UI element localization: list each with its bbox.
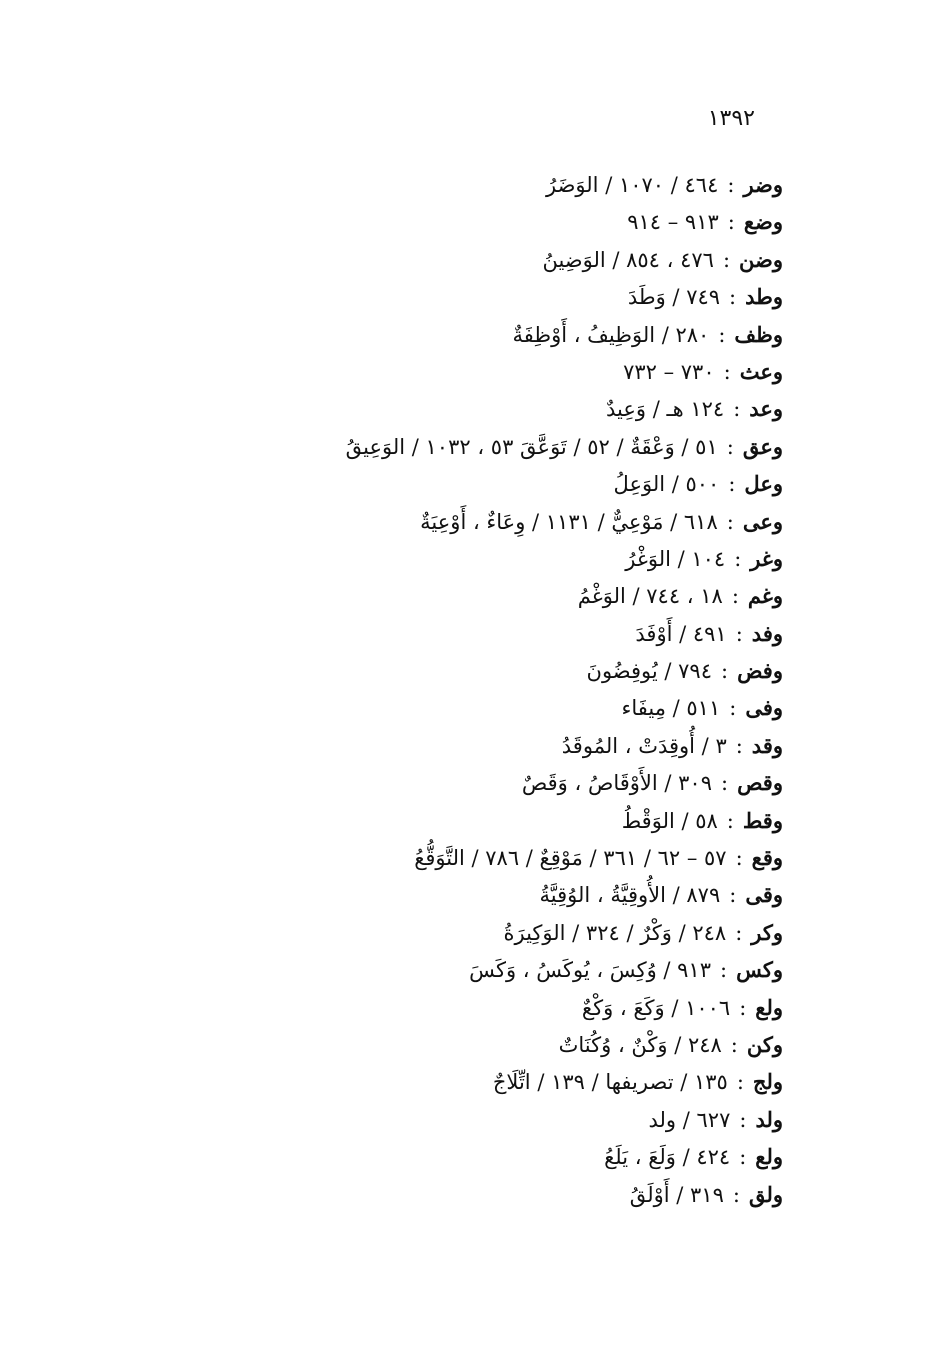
entry-root: وغم: [747, 583, 783, 609]
index-entry: [83, 1026, 783, 1063]
entry-separator: :: [727, 210, 735, 235]
entry-references: ١٣٥ / تصريفها / ١٣٩ / اتِّلَاجٌ: [492, 1070, 728, 1095]
index-entry: [83, 1138, 783, 1175]
entry-references: ٢٤٨ / وَكْنٌ ، وُكُنَاتٌ: [558, 1032, 722, 1057]
index-entry: [83, 1063, 783, 1100]
index-entry: [83, 764, 783, 801]
index-entry: [83, 316, 783, 353]
entry-references: ٤٦٤ / ١٠٧٠ / الوَضَرُ: [546, 173, 719, 197]
entry-references: ٩١٣ – ٩١٤: [627, 210, 719, 235]
entry-separator: :: [728, 472, 736, 497]
index-entry: [83, 802, 783, 839]
entry-separator: :: [720, 958, 728, 983]
entry-references: ٥١ / وَعْقَةٌ / ٥٢ / تَوَعَّقَ ٥٣ ، ١٠٣٢ / الوَعِيقُ: [345, 434, 718, 459]
entry-references: ٩١٣ / وُكِسَ ، يُوكَسُ ، وَكَسَ: [469, 958, 711, 983]
index-entry: [83, 428, 783, 465]
entry-separator: :: [721, 659, 729, 684]
entry-root: وفد: [751, 620, 783, 646]
entry-references: ٧٤٩ / وَطَدَ: [627, 285, 721, 310]
entry-separator: :: [732, 1182, 740, 1207]
entry-separator: :: [736, 1070, 744, 1095]
entry-root: وضن: [739, 246, 783, 272]
entry-separator: :: [726, 434, 734, 459]
entry-root: وفض: [737, 658, 783, 684]
entry-references: ٥٨ / الوَقْطُ: [621, 808, 718, 833]
entry-root: وقط: [742, 807, 783, 833]
index-entry: [83, 166, 783, 203]
entry-references: ٤٧٦ ، ٨٥٤ / الوَضِينُ: [542, 247, 714, 272]
entry-separator: :: [735, 733, 743, 758]
index-entry: [83, 465, 783, 502]
index-entry: [83, 989, 783, 1026]
index-entry: [83, 278, 783, 315]
entry-root: ولد: [755, 1106, 783, 1132]
entry-references: ٤٩١ / أَوْفَدَ: [635, 621, 727, 646]
entry-root: وعق: [742, 433, 783, 459]
entry-references: ٥٧ – ٦٢ / ٣٦١ / مَوْقِعٌ / ٧٨٦ / التَّوَقُّعُ: [414, 846, 727, 871]
entry-references: ٥٠٠ / الوَعِلُ: [613, 472, 720, 497]
entry-root: وكن: [746, 1031, 783, 1057]
entry-separator: :: [722, 247, 731, 272]
index-entry: [83, 241, 783, 278]
index-entry: [83, 615, 783, 652]
entry-separator: :: [726, 808, 734, 833]
index-entry: [83, 727, 783, 764]
entry-root: وقص: [737, 770, 783, 796]
entry-references: ٣١٩ / أَوْلَقُ: [629, 1182, 724, 1207]
entry-root: ولج: [752, 1069, 783, 1095]
entry-references: ١٠٤ / الوَغْرُ: [625, 546, 726, 571]
entry-root: وضر: [743, 172, 783, 197]
entry-root: وقع: [751, 845, 783, 871]
entry-separator: :: [730, 1032, 738, 1057]
index-entry: [83, 1176, 783, 1213]
entry-root: ولع: [755, 1144, 783, 1170]
entry-root: وكر: [751, 919, 783, 945]
entry-references: ١٠٠٦ / وَكَعَ ، وَكْعٌ: [581, 995, 731, 1020]
index-entry: [83, 577, 783, 614]
entry-separator: :: [735, 846, 743, 871]
entry-root: وعى: [742, 508, 783, 534]
entry-separator: :: [718, 322, 726, 347]
entry-separator: :: [733, 397, 741, 422]
entry-references: ٤٢٤ / وَلَعَ ، يَلَعُ: [604, 1145, 731, 1170]
entry-root: وعل: [744, 471, 783, 497]
index-entry: [83, 1101, 783, 1138]
entry-separator: :: [735, 621, 743, 646]
entry-references: ٧٣٠ – ٧٣٢: [623, 359, 715, 384]
entry-root: وقد: [751, 732, 783, 758]
entry-separator: :: [739, 995, 747, 1020]
index-entry: [83, 914, 783, 951]
entry-root: وعد: [749, 396, 783, 422]
entry-separator: :: [729, 285, 737, 310]
index-entry: [83, 353, 783, 390]
index-entry: [83, 951, 783, 988]
entry-separator: :: [727, 173, 735, 197]
entry-root: وقى: [745, 882, 783, 908]
entry-root: وعث: [739, 358, 783, 384]
entry-references: ١٨ ، ٧٤٤ / الوَغْمُ: [577, 584, 723, 609]
entry-separator: :: [729, 696, 737, 721]
index-entry: [83, 390, 783, 427]
entry-references: ٢٤٨ / وَكْرٌ / ٣٢٤ / الوَكِيرَةُ: [503, 920, 727, 945]
entry-references: ٣٠٩ / الأَوْقَاصُ ، وَقَصٌ: [521, 771, 712, 796]
entry-separator: :: [739, 1107, 747, 1132]
entry-separator: :: [721, 771, 729, 796]
entry-separator: :: [731, 584, 739, 609]
entry-separator: :: [723, 359, 731, 384]
index-entry: [83, 203, 783, 240]
entry-separator: :: [734, 546, 742, 571]
entry-separator: :: [729, 883, 737, 908]
entry-references: ٦٢٧ / ولد: [648, 1107, 731, 1132]
entry-references: ٨٧٩ / الأُوقِيَّةُ ، الوُقِيَّةُ: [539, 883, 721, 908]
entry-separator: :: [735, 920, 743, 945]
entry-references: ٣ / أُوقِدَتْ ، المُوقَدُ: [561, 733, 727, 758]
entry-root: وظف: [734, 321, 783, 347]
entry-references: ٦١٨ / مَوْعِيٌّ / ١١٣١ / وِعَاءٌ ، أَوْعِيَةٌ: [420, 509, 718, 534]
entry-root: وغر: [750, 545, 783, 571]
entry-separator: :: [726, 509, 734, 534]
entry-separator: :: [739, 1145, 747, 1170]
index-entry: [83, 689, 783, 726]
entry-root: ولق: [748, 1181, 783, 1207]
entry-references: ٧٩٤ / يُوفِضُونَ: [586, 659, 712, 684]
entry-references: ١٢٤ هـ / وَعِيدٌ: [606, 397, 725, 422]
entry-root: وضع: [743, 209, 783, 235]
page-number: ١٣٩٢: [707, 106, 755, 131]
entry-references: ٥١١ / مِيفَاء: [621, 696, 721, 721]
index-entry: [83, 540, 783, 577]
index-entry: [83, 652, 783, 689]
entry-references: ٢٨٠ / الوَظِيفُ ، أَوْظِفَةٌ: [512, 322, 710, 347]
index-entry: [83, 503, 783, 540]
entry-root: وفى: [745, 695, 783, 721]
entry-root: وكس: [736, 957, 783, 983]
root-index-list: [83, 166, 783, 1213]
entry-root: وطد: [745, 284, 783, 310]
index-entry: [83, 839, 783, 876]
entry-root: ولع: [755, 994, 783, 1020]
index-entry: [83, 876, 783, 913]
